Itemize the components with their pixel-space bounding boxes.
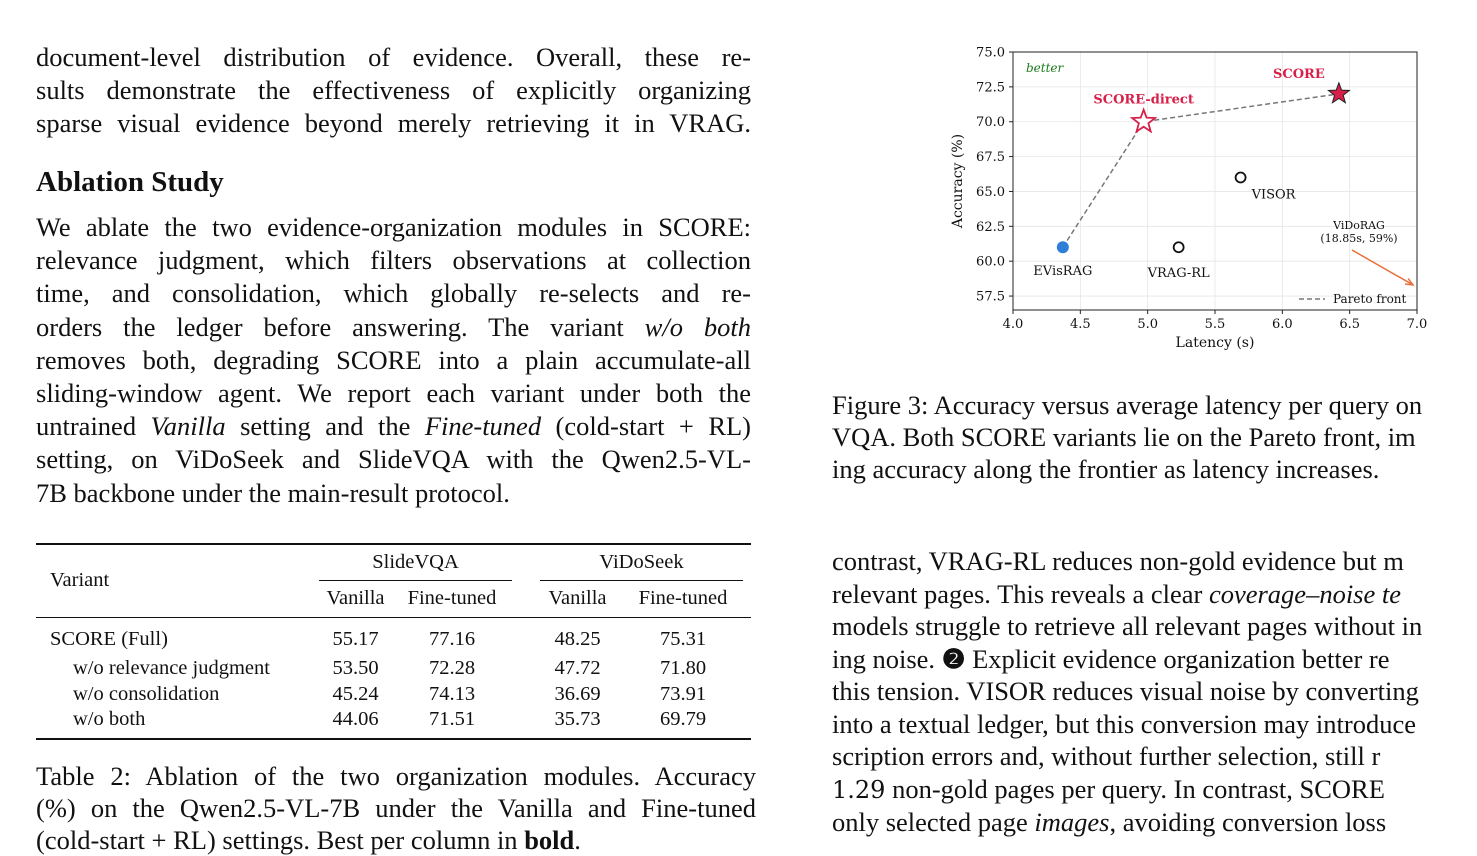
right-text: ing noise. [832, 643, 942, 674]
group-header-label: ViDoSeek [599, 551, 684, 573]
x-tick-label: 7.0 [1406, 317, 1428, 332]
ablation-line: sliding-window agent. We report each variant under both the [36, 378, 751, 409]
x-tick-label: 4.5 [1069, 317, 1091, 332]
cell: 71.51 [428, 708, 476, 730]
caption-line: Table 2: Ablation of the two organization modules. Accuracy [36, 761, 756, 791]
caption-text: . [574, 825, 581, 855]
math-number: 1.29 [832, 775, 886, 804]
section-heading: Ablation Study [36, 166, 224, 198]
right-line [832, 578, 1477, 611]
pareto-front-line [1063, 94, 1339, 247]
y-tick-label: 67.5 [976, 150, 1005, 166]
caption-bold: bold [524, 825, 575, 855]
sub-header: Fine-tuned [638, 587, 728, 610]
figure-caption [832, 389, 1477, 485]
ablation-line: setting, on ViDoSeek and SlideVQA with the Qwen2.5-VL- [36, 444, 751, 475]
offchart-label: (18.85s, 59%) [1320, 232, 1398, 246]
score-direct-marker [1132, 110, 1155, 132]
step-marker: ❷ [941, 643, 966, 674]
ablation-paragraph [36, 211, 751, 510]
ablation-line [36, 311, 751, 344]
emphasis: coverage–noise te [1208, 578, 1402, 609]
y-tick-label: 60.0 [976, 254, 1005, 270]
x-tick-label: 6.0 [1271, 317, 1293, 332]
vrag-rl-label: VRAG-RL [1147, 266, 1210, 282]
right-paragraph [832, 545, 1477, 839]
ablation-text: untrained [36, 411, 151, 442]
ablation-line [36, 410, 751, 443]
group-header-vidoseek [540, 544, 751, 581]
intro-line: sults demonstrate the effectiveness of explicitly organizing [36, 75, 751, 106]
offchart-arrow [1352, 250, 1413, 285]
right-text: Explicit evidence organization better re [965, 643, 1390, 674]
sub-header: Vanilla [326, 587, 385, 610]
caption-line: (%) on the Qwen2.5-VL-7B under the Vanilla and Fine-tuned [36, 793, 756, 823]
group-header-slidevqa [319, 544, 540, 581]
visor-marker [1236, 173, 1246, 183]
cell: 47.72 [554, 656, 601, 679]
right-line [832, 806, 1477, 839]
right-line: contrast, VRAG-RL reduces non-gold evidence but m [832, 546, 1404, 576]
visor-label: VISOR [1251, 187, 1296, 203]
caption-line: Figure 3: Accuracy versus average latency per query on [832, 390, 1423, 420]
variant-name: w/o both [644, 311, 751, 342]
caption-line: ing accuracy along the frontier as latency increases. [832, 454, 1380, 484]
caption-line: VQA. Both SCORE variants lie on the Pareto front, im [832, 422, 1416, 452]
table-row [36, 707, 751, 739]
x-axis-label: Latency (s) [1175, 335, 1255, 351]
x-tick-label: 6.5 [1339, 317, 1361, 332]
cell: 35.73 [554, 708, 601, 730]
ablation-text: orders the ledger before answering. The variant [36, 311, 645, 342]
x-tick-label: 5.0 [1137, 317, 1159, 332]
row-label: w/o consolidation [73, 682, 220, 705]
setting-name: Vanilla [150, 411, 226, 442]
cell: 73.91 [659, 682, 707, 705]
y-tick-label: 62.5 [976, 219, 1005, 235]
y-axis-label: Accuracy (%) [950, 133, 966, 229]
variant-header: Variant [50, 569, 110, 592]
row-label: w/o both [73, 708, 146, 730]
cell-best: 77.16 [428, 627, 476, 650]
intro-paragraph [36, 41, 751, 141]
right-line: scription errors and, without further selection, still r [832, 741, 1381, 771]
ablation-line: time, and consolidation, which globally re-selects and re- [36, 278, 751, 309]
right-text: , avoiding conversion loss [1109, 807, 1387, 837]
cell: 53.50 [332, 656, 379, 679]
vrag-rl-marker [1174, 242, 1184, 252]
sub-header: Vanilla [548, 587, 607, 610]
score-marker [1328, 83, 1349, 103]
cell: 72.28 [428, 656, 476, 679]
offchart-label: ViDoRAG [1333, 219, 1385, 233]
y-tick-label: 57.5 [976, 289, 1005, 305]
pareto-chart [940, 38, 1440, 358]
ablation-line: We ablate the two evidence-organization modules in SCORE: [36, 212, 751, 242]
ablation-line: relevance judgment, which filters observations at collection [36, 245, 751, 276]
y-tick-label: 70.0 [976, 115, 1005, 131]
caption-line [36, 824, 756, 856]
right-line: this tension. VISOR reduces visual noise by converting [832, 676, 1419, 706]
setting-name: Fine-tuned [424, 411, 542, 442]
cell: 69.79 [659, 708, 707, 730]
cell: 45.24 [332, 682, 379, 705]
row-label: SCORE (Full) [50, 627, 168, 650]
table-caption [36, 760, 756, 856]
cell: 44.06 [332, 708, 379, 730]
table-row [36, 681, 751, 707]
right-text: non-gold pages per query. In contrast, SCORE [885, 773, 1385, 804]
right-line [832, 773, 1477, 807]
score-direct-label: SCORE-direct [1093, 92, 1194, 108]
y-tick-label: 65.0 [976, 184, 1005, 200]
group-header-label: SlideVQA [372, 551, 459, 573]
ablation-line: removes both, degrading SCORE into a plain accumulate-all [36, 344, 751, 375]
cell-best: 75.31 [659, 627, 707, 650]
ablation-table [36, 543, 751, 740]
evisrag-label: EVisRAG [1033, 264, 1093, 280]
evisrag-marker [1057, 242, 1068, 253]
cell: 74.13 [428, 682, 476, 705]
intro-line: sparse visual evidence beyond merely retrieving it in VRAG. [36, 108, 751, 139]
cell-best: 55.17 [332, 627, 379, 650]
chart-svg [940, 38, 1440, 358]
right-line: into a textual ledger, but this conversion may introduce [832, 708, 1416, 739]
right-text: relevant pages. This reveals a clear [832, 578, 1209, 609]
score-label: SCORE [1273, 66, 1325, 82]
ablation-text: setting and the [225, 411, 425, 442]
intro-line: document-level distribution of evidence. Overall, these re- [36, 42, 751, 72]
legend-label: Pareto front [1333, 292, 1407, 306]
x-tick-label: 5.5 [1204, 317, 1226, 332]
right-line: models struggle to retrieve all relevant pages without in [832, 611, 1423, 641]
row-label: w/o relevance judgment [73, 656, 270, 679]
right-line [832, 643, 1477, 676]
table-row [36, 617, 751, 655]
ablation-line: 7B backbone under the main-result protocol. [36, 477, 510, 508]
y-tick-label: 72.5 [976, 80, 1005, 96]
y-tick-label: 75.0 [976, 45, 1005, 61]
cell-best: 48.25 [554, 627, 601, 650]
caption-text: (cold-start + RL) settings. Best per column in [36, 825, 525, 855]
ablation-text: (cold-start + RL) [541, 411, 752, 442]
table-row [36, 655, 751, 681]
right-text: only selected page [832, 807, 1035, 837]
better-annotation: better [1026, 61, 1064, 75]
x-tick-label: 4.0 [1002, 317, 1024, 332]
sub-header: Fine-tuned [407, 587, 497, 610]
cell: 36.69 [554, 682, 601, 705]
emphasis: images [1034, 807, 1110, 837]
cell: 71.80 [659, 656, 707, 679]
